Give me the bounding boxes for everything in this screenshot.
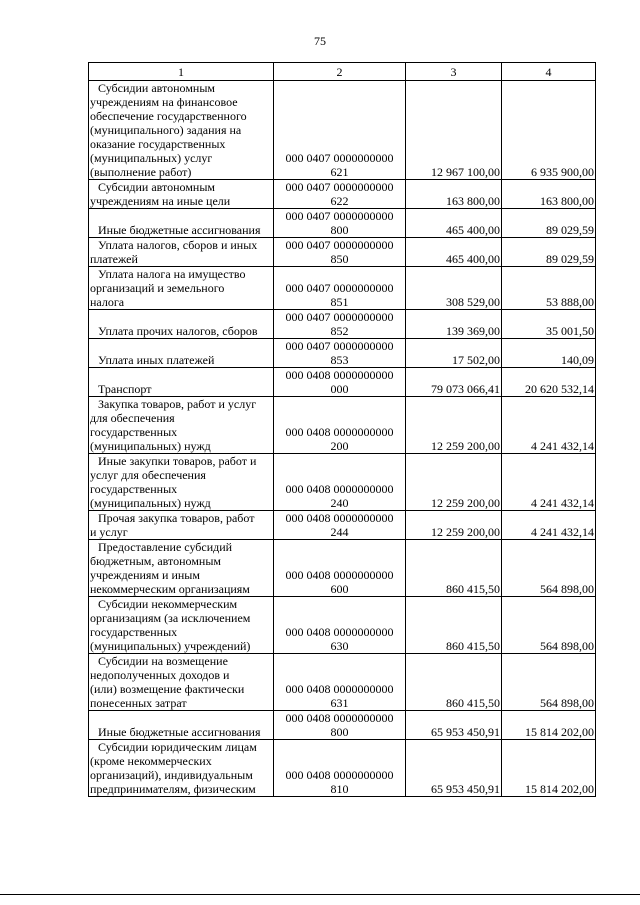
- row-code-cell: [274, 310, 406, 339]
- row-name-line: Уплата налога на имущество: [98, 267, 246, 281]
- row-name-cell: [89, 397, 274, 454]
- row-amount-col4: 89 029,59: [502, 209, 596, 238]
- row-code-line: 810: [330, 782, 349, 796]
- row-code-cell: [274, 339, 406, 368]
- row-code-line: 851: [330, 295, 349, 309]
- column-header-4: 4: [502, 63, 596, 81]
- row-amount-col3: 79 073 066,41: [406, 368, 502, 397]
- row-amount-col3: 65 953 450,91: [406, 740, 502, 797]
- row-amount-col3: 12 259 200,00: [406, 397, 502, 454]
- row-name-line: (муниципальных) нужд: [90, 439, 211, 453]
- table-row: [89, 540, 596, 597]
- row-code-line: 800: [330, 725, 349, 739]
- row-code-line: 000 0408 0000000000: [285, 625, 394, 639]
- row-code-cell: [274, 81, 406, 180]
- row-name-line: и услуг: [90, 525, 128, 539]
- row-name-line: услуг для обеспечения: [90, 468, 206, 482]
- header-row: [89, 63, 596, 81]
- row-amount-col3: 139 369,00: [406, 310, 502, 339]
- row-name-line: учреждениям на иные цели: [90, 194, 231, 208]
- row-code-line: 240: [330, 496, 349, 510]
- row-amount-col4: 564 898,00: [502, 597, 596, 654]
- table-body: [89, 81, 596, 797]
- row-name-line: учреждениям на финансовое: [90, 95, 238, 109]
- row-code-line: 622: [330, 194, 349, 208]
- row-name-line: Субсидии юридическим лицам: [98, 740, 257, 754]
- column-header-2: 2: [274, 63, 406, 81]
- row-name-line: организациям (за исключением: [90, 611, 251, 625]
- row-name-line: Предоставление субсидий: [98, 540, 233, 554]
- row-amount-col3: 12 967 100,00: [406, 81, 502, 180]
- row-amount-col3: 465 400,00: [406, 238, 502, 267]
- row-code-line: 000 0408 0000000000: [285, 511, 394, 525]
- row-code-line: 000: [330, 382, 349, 396]
- row-name-line: оказание государственных: [90, 137, 226, 151]
- row-amount-col3: 308 529,00: [406, 267, 502, 310]
- row-code-line: 852: [330, 324, 349, 338]
- row-name-line: Транспорт: [98, 382, 152, 396]
- row-code-line: 000 0407 0000000000: [285, 209, 394, 223]
- table-row: [89, 209, 596, 238]
- row-name-cell: [89, 654, 274, 711]
- row-code-line: 200: [330, 439, 349, 453]
- row-name-cell: [89, 339, 274, 368]
- row-name-line: бюджетным, автономным: [90, 554, 221, 568]
- column-header-3: 3: [406, 63, 502, 81]
- row-code-cell: [274, 454, 406, 511]
- row-code-line: 000 0408 0000000000: [285, 568, 394, 582]
- row-amount-col4: 4 241 432,14: [502, 454, 596, 511]
- row-amount-col3: 163 800,00: [406, 180, 502, 209]
- table-row: [89, 454, 596, 511]
- row-code-cell: [274, 540, 406, 597]
- row-name-line: предпринимателям, физическим: [90, 782, 256, 796]
- row-code-cell: [274, 180, 406, 209]
- row-code-cell: [274, 711, 406, 740]
- row-name-line: (муниципальных) учреждений): [90, 639, 251, 653]
- row-amount-col4: 4 241 432,14: [502, 511, 596, 540]
- row-code-cell: [274, 368, 406, 397]
- table-row: [89, 81, 596, 180]
- row-code-line: 000 0408 0000000000: [285, 482, 394, 496]
- row-amount-col4: 53 888,00: [502, 267, 596, 310]
- row-name-cell: [89, 209, 274, 238]
- row-amount-col3: 65 953 450,91: [406, 711, 502, 740]
- row-name-cell: [89, 740, 274, 797]
- row-name-line: (муниципальных) нужд: [90, 496, 211, 510]
- row-code-line: 850: [330, 252, 349, 266]
- row-name-cell: [89, 238, 274, 267]
- row-amount-col4: 140,09: [502, 339, 596, 368]
- row-name-line: Иные бюджетные ассигнования: [98, 223, 261, 237]
- row-amount-col3: 465 400,00: [406, 209, 502, 238]
- column-header-1: 1: [89, 63, 274, 81]
- row-name-line: государственных: [90, 425, 178, 439]
- row-name-cell: [89, 711, 274, 740]
- row-code-line: 621: [330, 165, 349, 179]
- row-name-line: обеспечение государственного: [90, 109, 247, 123]
- row-name-line: Уплата прочих налогов, сборов: [98, 324, 258, 338]
- row-code-line: 000 0407 0000000000: [285, 310, 394, 324]
- row-amount-col4: 6 935 900,00: [502, 81, 596, 180]
- row-amount-col4: 35 001,50: [502, 310, 596, 339]
- row-code-line: 244: [330, 525, 349, 539]
- row-name-line: Субсидии автономным: [98, 180, 215, 194]
- table-row: [89, 238, 596, 267]
- row-code-cell: [274, 597, 406, 654]
- row-name-line: Закупка товаров, работ и услуг: [98, 397, 257, 411]
- row-name-cell: [89, 310, 274, 339]
- table-row: [89, 597, 596, 654]
- table-row: [89, 654, 596, 711]
- row-code-cell: [274, 209, 406, 238]
- row-code-line: 631: [330, 696, 349, 710]
- row-amount-col4: 564 898,00: [502, 540, 596, 597]
- table-row: [89, 368, 596, 397]
- row-name-line: государственных: [90, 625, 178, 639]
- row-code-cell: [274, 740, 406, 797]
- table-row: [89, 711, 596, 740]
- row-amount-col3: 860 415,50: [406, 540, 502, 597]
- row-amount-col4: 163 800,00: [502, 180, 596, 209]
- row-name-line: недополученных доходов и: [90, 668, 230, 682]
- row-code-cell: [274, 654, 406, 711]
- row-amount-col3: 860 415,50: [406, 597, 502, 654]
- table-row: [89, 310, 596, 339]
- row-name-line: Прочая закупка товаров, работ: [98, 511, 255, 525]
- row-amount-col4: 4 241 432,14: [502, 397, 596, 454]
- row-amount-col3: 860 415,50: [406, 654, 502, 711]
- row-code-line: 000 0408 0000000000: [285, 682, 394, 696]
- row-name-line: (муниципальных) услуг: [90, 151, 213, 165]
- row-code-line: 000 0408 0000000000: [285, 768, 394, 782]
- row-amount-col4: 564 898,00: [502, 654, 596, 711]
- row-name-line: организаций), индивидуальным: [90, 768, 253, 782]
- row-name-line: Субсидии на возмещение: [98, 654, 228, 668]
- row-amount-col4: 15 814 202,00: [502, 711, 596, 740]
- row-name-line: организаций и земельного: [90, 281, 225, 295]
- row-amount-col3: 17 502,00: [406, 339, 502, 368]
- row-code-cell: [274, 267, 406, 310]
- row-code-line: 000 0408 0000000000: [285, 368, 394, 382]
- row-code-line: 000 0408 0000000000: [285, 711, 394, 725]
- row-amount-col4: 15 814 202,00: [502, 740, 596, 797]
- bottom-rule: [0, 894, 640, 895]
- row-code-cell: [274, 511, 406, 540]
- row-name-line: понесенных затрат: [90, 696, 187, 710]
- row-code-line: 000 0407 0000000000: [285, 281, 394, 295]
- row-name-line: для обеспечения: [90, 411, 175, 425]
- row-name-line: государственных: [90, 482, 178, 496]
- row-amount-col4: 20 620 532,14: [502, 368, 596, 397]
- row-name-line: Иные закупки товаров, работ и: [98, 454, 257, 468]
- row-name-cell: [89, 511, 274, 540]
- row-code-line: 000 0407 0000000000: [285, 339, 394, 353]
- row-code-line: 800: [330, 223, 349, 237]
- row-name-line: Субсидии автономным: [98, 81, 215, 95]
- row-name-cell: [89, 267, 274, 310]
- row-amount-col4: 89 029,59: [502, 238, 596, 267]
- table-row: [89, 397, 596, 454]
- row-code-line: 853: [330, 353, 349, 367]
- row-name-cell: [89, 81, 274, 180]
- row-name-line: Уплата налогов, сборов и иных: [98, 238, 258, 252]
- row-code-line: 000 0407 0000000000: [285, 151, 394, 165]
- row-name-cell: [89, 540, 274, 597]
- row-name-line: (кроме некоммерческих: [90, 754, 212, 768]
- row-name-line: налога: [90, 295, 125, 309]
- row-amount-col3: 12 259 200,00: [406, 454, 502, 511]
- row-code-line: 000 0407 0000000000: [285, 180, 394, 194]
- row-name-line: некоммерческим организациям: [90, 582, 250, 596]
- row-name-line: учреждениям и иным: [90, 568, 200, 582]
- row-code-line: 630: [330, 639, 349, 653]
- table-row: [89, 339, 596, 368]
- table-row: [89, 267, 596, 310]
- row-name-line: платежей: [90, 252, 138, 266]
- table-row: [89, 511, 596, 540]
- row-code-line: 000 0408 0000000000: [285, 425, 394, 439]
- row-amount-col3: 12 259 200,00: [406, 511, 502, 540]
- row-name-line: Уплата иных платежей: [98, 353, 215, 367]
- table-row: [89, 740, 596, 797]
- row-code-cell: [274, 397, 406, 454]
- row-name-line: Иные бюджетные ассигнования: [98, 725, 261, 739]
- row-name-line: Субсидии некоммерческим: [98, 597, 238, 611]
- row-name-cell: [89, 368, 274, 397]
- row-name-cell: [89, 180, 274, 209]
- row-name-line: (выполнение работ): [90, 165, 192, 179]
- table-row: [89, 180, 596, 209]
- row-name-line: (или) возмещение фактически: [90, 682, 245, 696]
- row-name-cell: [89, 454, 274, 511]
- row-name-line: (муниципального) задания на: [90, 123, 242, 137]
- row-code-line: 600: [330, 582, 349, 596]
- row-code-line: 000 0407 0000000000: [285, 238, 394, 252]
- budget-table: [88, 62, 596, 797]
- row-code-cell: [274, 238, 406, 267]
- page-number: 75: [314, 34, 326, 48]
- row-name-cell: [89, 597, 274, 654]
